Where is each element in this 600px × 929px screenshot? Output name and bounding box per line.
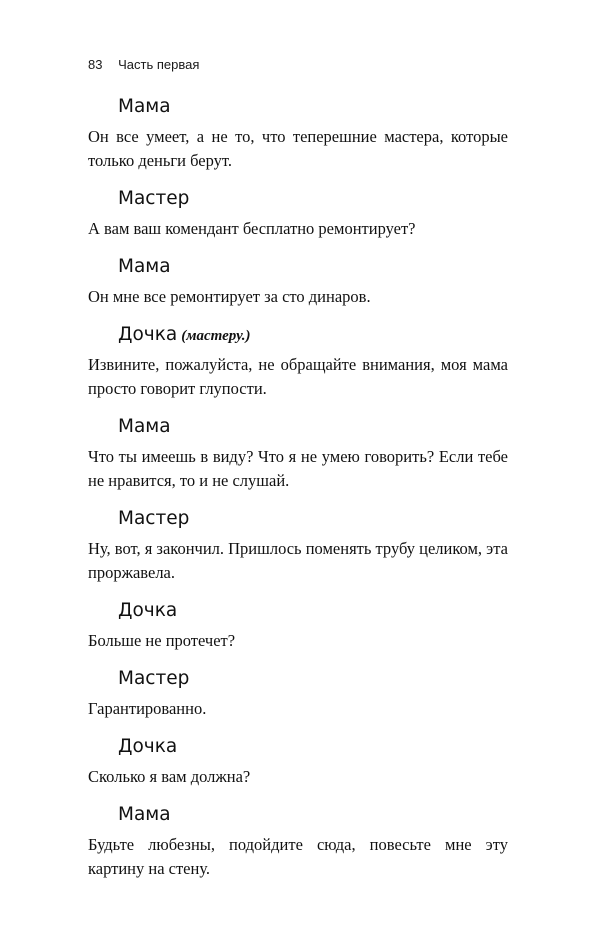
dialogue-block bbox=[88, 599, 508, 653]
dialogue-block bbox=[88, 507, 508, 585]
speaker-name: Дочка bbox=[118, 324, 178, 345]
speaker-name-wrapper bbox=[118, 803, 508, 828]
speaker-name-wrapper bbox=[118, 415, 508, 440]
speaker-name-wrapper bbox=[118, 735, 508, 760]
dialogue-text bbox=[88, 95, 508, 895]
dialogue-line: Извините, пожалуйста, не обращайте внимания, моя мама просто говорит глупости. bbox=[88, 355, 508, 398]
speaker-name-wrapper bbox=[118, 599, 508, 624]
dialogue-line: А вам ваш комендант бесплатно ремонтирует? bbox=[88, 219, 416, 238]
dialogue-line: Будьте любезны, подойдите сюда, повесьте мне эту картину на стену. bbox=[88, 835, 508, 878]
speaker-name-wrapper bbox=[118, 95, 508, 120]
dialogue-block bbox=[88, 323, 508, 401]
speaker-name: Мама bbox=[118, 804, 171, 825]
dialogue-block bbox=[88, 255, 508, 309]
page-number: 83 bbox=[88, 57, 103, 72]
speaker-name-wrapper bbox=[118, 323, 508, 348]
dialogue-block bbox=[88, 415, 508, 493]
dialogue-line: Гарантированно. bbox=[88, 699, 207, 718]
dialogue-block bbox=[88, 95, 508, 173]
dialogue-line: Что ты имеешь в виду? Что я не умею говорить? Если тебе не нравится, то и не слушай. bbox=[88, 447, 508, 490]
speaker-name: Мастер bbox=[118, 188, 190, 209]
dialogue-line: Ну, вот, я закончил. Пришлось поменять трубу целиком, эта проржавела. bbox=[88, 539, 508, 582]
speaker-name-wrapper bbox=[118, 507, 508, 532]
dialogue-line: Сколько я вам должна? bbox=[88, 767, 251, 786]
speaker-name: Мама bbox=[118, 416, 171, 437]
dialogue-line: Он мне все ремонтирует за сто динаров. bbox=[88, 287, 371, 306]
running-head bbox=[88, 57, 199, 72]
stage-direction: (мастеру.) bbox=[181, 328, 251, 344]
speaker-name: Мастер bbox=[118, 668, 190, 689]
section-title: Часть первая bbox=[118, 57, 200, 72]
speaker-name: Мама bbox=[118, 96, 171, 117]
dialogue-block bbox=[88, 735, 508, 789]
dialogue-line: Он все умеет, а не то, что теперешние мастера, которые только деньги берут. bbox=[88, 127, 508, 170]
dialogue-block bbox=[88, 803, 508, 881]
speaker-name: Мама bbox=[118, 256, 171, 277]
speaker-name: Дочка bbox=[118, 736, 178, 757]
dialogue-block bbox=[88, 667, 508, 721]
speaker-name-wrapper bbox=[118, 667, 508, 692]
speaker-name-wrapper bbox=[118, 187, 508, 212]
speaker-name: Дочка bbox=[118, 600, 178, 621]
dialogue-line: Больше не протечет? bbox=[88, 631, 236, 650]
dialogue-block bbox=[88, 187, 508, 241]
speaker-name-wrapper bbox=[118, 255, 508, 280]
speaker-name: Мастер bbox=[118, 508, 190, 529]
